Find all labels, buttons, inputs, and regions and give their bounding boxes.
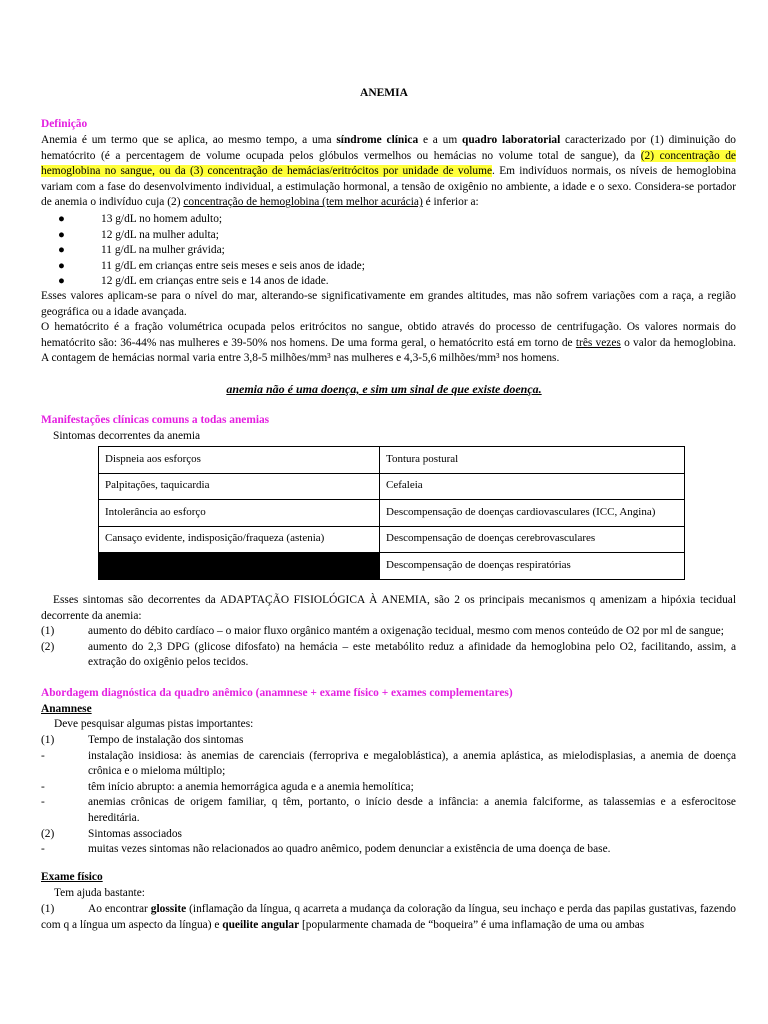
anamnese-heading: Anamnese <box>41 703 92 715</box>
list-item <box>41 212 365 228</box>
hemoglobin-threshold-list <box>41 212 365 290</box>
table-cell: Cefaleia <box>380 473 685 500</box>
list-item-text: 11 g/dL na mulher grávida; <box>101 244 225 257</box>
table-row <box>99 500 685 527</box>
table-cell: Palpitações, taquicardia <box>99 473 380 500</box>
list-item-text: anemias crônicas de origem familiar, q têm, portanto, o início desde a infância: a anemia falciforme, as talassemias e a esferocitose hereditária. <box>88 796 736 824</box>
bold-term: queilite angular <box>222 918 300 931</box>
list-item <box>41 640 736 671</box>
list-item-text <box>41 902 736 933</box>
text-run: Ao encontrar <box>88 903 151 915</box>
list-marker: (1) <box>41 734 55 746</box>
text-run: Anemia é um termo que se aplica, ao mesmo tempo, a uma <box>41 134 337 146</box>
text-run: e a um <box>418 134 462 146</box>
table-row <box>99 553 685 580</box>
bullet-icon: ● <box>58 244 65 257</box>
list-item <box>41 733 736 749</box>
list-item <box>41 749 736 780</box>
table-row <box>99 526 685 553</box>
adaptation-paragraph: Esses sintomas são decorrentes da ADAPTAÇÃO FISIOLÓGICA À ANEMIA, são 2 os principais mecanismos q amenizam a hipóxia tecidual decorrente da anemia: <box>41 594 736 622</box>
list-marker: - <box>41 780 45 793</box>
table-row <box>99 447 685 474</box>
table-cell: Intolerância ao esforço <box>99 500 380 527</box>
list-item <box>41 228 365 244</box>
anamnese-intro: Deve pesquisar algumas pistas importantes: <box>54 718 254 730</box>
anamnese-list <box>41 733 736 858</box>
highlighted-text: (2) concentração de hemoglobina no sangue, ou da (3) concentração de hemácias/eritrócitos por unidade de volume <box>41 149 736 178</box>
text-run: o valor da hemoglobina. A contagem de hemácias normal varia entre 3,8-5 milhões/mm³ nas mulheres e 4,3-5,6 milhões/mm³ nos homens. <box>41 336 737 365</box>
list-item <box>41 274 365 290</box>
text-run: (inflamação da língua, q acarreta a mudança da coloração da língua, seu inchaço e perda das papilas gustativas, fazendo com q a língua um aspecto da língua) e <box>41 903 737 931</box>
list-item-text: instalação insidiosa: às anemias de carenciais (ferropriva e megaloblástica), a anemia aplástica, as mielodisplasias, a anemia de doença crônica e o mieloma múltiplo; <box>88 749 736 778</box>
list-item <box>41 842 736 858</box>
table-cell: Descompensação de doenças cardiovasculares (ICC, Angina) <box>380 500 685 527</box>
list-item-text: 13 g/dL no homem adulto; <box>101 213 223 225</box>
mechanisms-list <box>41 624 736 671</box>
table-cell: Tontura postural <box>380 447 685 474</box>
list-marker: (1) <box>41 625 55 637</box>
list-marker: - <box>41 749 45 762</box>
bold-term: síndrome clínica <box>336 134 419 146</box>
table-cell: Dispneia aos esforços <box>99 447 380 474</box>
list-item <box>41 827 736 843</box>
bold-term: quadro laboratorial <box>462 134 561 146</box>
text-run: O hematócrito é a fração volumétrica ocupada pelos eritrócitos no sangue, obtido através do processo de centrifugação. Os valores normais do hematócrito são: 36-44% nas mulheres e 39-50% nos homens. De uma forma geral, o hematócrito está em torno de <box>41 321 736 349</box>
list-item-text: 12 g/dL em crianças entre seis e 14 anos de idade. <box>101 275 329 288</box>
list-item <box>41 795 736 826</box>
list-marker: - <box>41 796 45 809</box>
list-item-text: Sintomas associados <box>88 827 182 840</box>
bullet-icon: ● <box>58 228 65 241</box>
list-item-text: aumento do 2,3 DPG (glicose difosfato) na hemácia – este metabólito reduz a afinidade da hemoglobina pelo O2, facilitando, assim, a extração do oxigênio pelos tecidos. <box>88 640 736 669</box>
list-item-text: Tempo de instalação dos sintomas <box>88 734 244 746</box>
text-run: é inferior a: <box>422 196 479 209</box>
bold-term: glossite <box>150 903 187 915</box>
section-heading-abordagem: Abordagem diagnóstica da quadro anêmico (anamnese + exame físico + exames complementares) <box>41 687 513 699</box>
list-marker: (2) <box>41 827 55 840</box>
text-run: [popularmente chamada de “boqueira” é uma inflamação de uma ou ambas <box>299 918 645 931</box>
bullet-icon: ● <box>58 259 65 272</box>
symptoms-subheading: Sintomas decorrentes da anemia <box>53 430 201 442</box>
list-item <box>41 902 736 933</box>
text-run: . Em indivíduos normais, os níveis de hemoglobina variam com a fase do desenvolvimento individual, a estimulação hormonal, a tensão de oxigênio no ambiente, a idade e o sexo. Considera-se portador de anemia o indivíduo cuja (2) <box>41 165 736 209</box>
table-cell: Cansaço evidente, indisposição/fraqueza (astenia) <box>99 526 380 553</box>
list-item <box>41 243 365 259</box>
exame-fisico-intro: Tem ajuda bastante: <box>54 887 145 899</box>
list-item <box>41 780 736 796</box>
altitude-paragraph: Esses valores aplicam-se para o nível do mar, alterando-se significativamente em grandes altitudes, mas não sofrem variações com a raça, a região geográfica ou a idade avançada. <box>41 290 736 318</box>
table-cell: Descompensação de doenças cerebrovasculares <box>380 526 685 553</box>
list-item-text: 11 g/dL em crianças entre seis meses e seis anos de idade; <box>101 259 365 272</box>
table-row <box>99 473 685 500</box>
bullet-icon: ● <box>58 213 65 225</box>
exame-fisico-heading: Exame físico <box>41 871 103 883</box>
key-statement: anemia não é uma doença, e sim um sinal de que existe doença. <box>226 382 542 396</box>
underlined-text: concentração de hemoglobina (tem melhor acurácia) <box>183 196 423 209</box>
list-item-text: têm início abrupto: a anemia hemorrágica aguda e a anemia hemolítica; <box>88 780 414 793</box>
list-item-text: muitas vezes sintomas não relacionados ao quadro anêmico, podem denunciar a existência de uma doença de base. <box>88 843 611 856</box>
list-item-text: aumento do débito cardíaco – o maior fluxo orgânico mantém a oxigenação tecidual, mesmo com menos conteúdo de O2 por ml de sangue; <box>88 625 724 637</box>
page-title: ANEMIA <box>360 87 408 99</box>
list-item <box>41 624 736 640</box>
table-cell-filled <box>99 553 380 580</box>
list-marker: (2) <box>41 640 55 653</box>
definition-paragraph <box>41 133 736 211</box>
list-marker: (1) <box>41 903 55 915</box>
exame-fisico-item <box>41 902 736 933</box>
list-marker: - <box>41 843 45 856</box>
symptoms-table <box>98 446 685 580</box>
underlined-text: três vezes <box>575 336 621 349</box>
section-heading-definicao: Definição <box>41 118 88 130</box>
text-run: caracterizado por (1) diminuição do hematócrito (é a percentagem de volume ocupada pelos glóbulos vermelhos ou hemácias no volume total de sangue), da <box>41 134 737 162</box>
list-item-text: 12 g/dL na mulher adulta; <box>101 228 219 241</box>
bullet-icon: ● <box>58 275 65 288</box>
section-heading-manifestacoes: Manifestações clínicas comuns a todas anemias <box>41 414 270 426</box>
hematocrit-paragraph <box>41 320 736 367</box>
table-cell: Descompensação de doenças respiratórias <box>380 553 685 580</box>
list-item <box>41 259 365 275</box>
